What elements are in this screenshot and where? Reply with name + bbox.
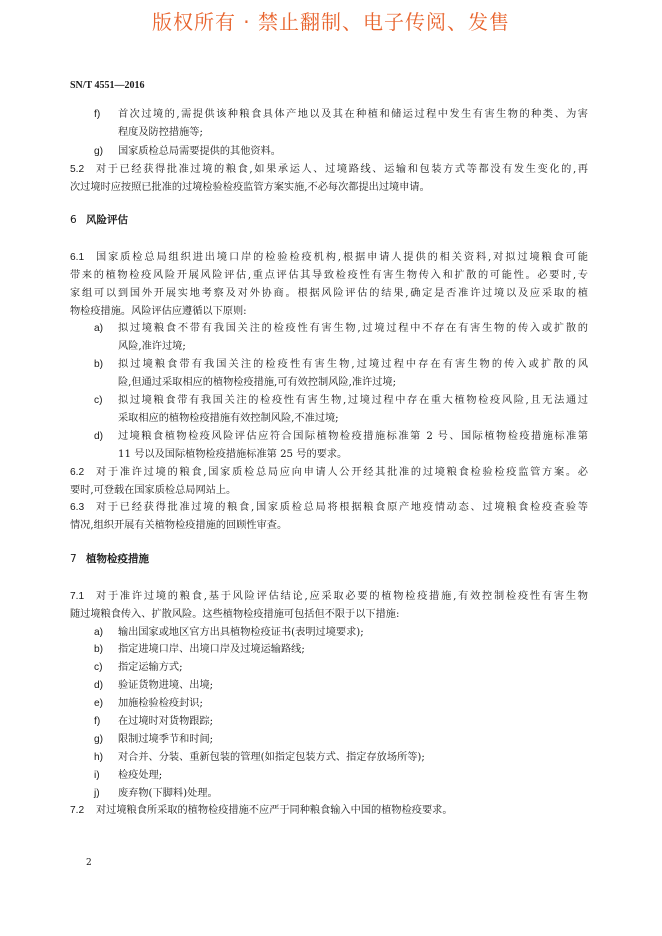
list-marker: h): [94, 752, 104, 763]
list-marker: f): [94, 716, 101, 727]
list-item-text: 拟过境粮食带有我国关注的检疫性有害生物,过境过程中存在重大植物检疫风险,且无法通过: [118, 395, 588, 406]
list-marker: g): [94, 734, 104, 745]
list-marker: d): [94, 431, 104, 442]
list-item-text: 程度及防控措施等;: [118, 127, 203, 138]
list-marker: i): [94, 770, 100, 781]
paragraph-line: 家组可以到国外开展实地考察及对外协商。根据风险评估的结果,确定是否准许过境以及应采取的植: [70, 288, 588, 299]
list-item-text: 拟过境粮食不带有我国关注的检疫性有害生物,过境过程中不存在有害生物的传入或扩散的: [118, 323, 588, 334]
paragraph-line: 随过境粮食传入、扩散风险。这些植物检疫措施可包括但不限于以下措施:: [70, 609, 400, 620]
paragraph-line: 对过境粮食所采取的植物检疫措施不应严于同种粮食输入中国的植物检疫要求。: [96, 805, 453, 816]
list-item-text: 检疫处理;: [118, 770, 163, 781]
paragraph-line: 带来的植物检疫风险开展风险评估,重点评估其导致检疫性有害生物传入和扩散的可能性。必要时,专: [70, 270, 588, 281]
section-number: 7: [70, 553, 77, 565]
paragraph-line: 情况,组织开展有关植物检疫措施的回顾性审查。: [70, 520, 288, 531]
section-title: 植物检疫措施: [86, 553, 149, 565]
list-marker: c): [94, 662, 103, 673]
list-marker: c): [94, 395, 103, 406]
list-item-text: 首次过境的,需提供该种粮食具体产地以及其在种植和储运过程中发生有害生物的种类、为害: [118, 109, 588, 120]
page-number: 2: [86, 858, 92, 868]
paragraph-line: 对于已经获得批准过境的粮食,如果承运人、过境路线、运输和包装方式等都没有发生变化的,再: [96, 164, 588, 175]
list-item-text: 限制过境季节和时间;: [118, 734, 214, 745]
standard-code: SN/T 4551—2016: [70, 80, 145, 91]
clause-number: 6.3: [70, 502, 85, 513]
list-marker: b): [94, 359, 104, 370]
section-number: 6: [70, 214, 77, 226]
list-item-text: 废弃物(下脚料)处理。: [118, 788, 218, 799]
list-marker: a): [94, 627, 104, 638]
list-item-text: 输出国家或地区官方出具植物检疫证书(表明过境要求);: [118, 627, 364, 638]
list-item-text: 采取相应的植物检疫措施有效控制风险,不准过境;: [118, 413, 339, 424]
list-item-text: 验证货物进境、出境;: [118, 680, 214, 691]
list-item-text: 指定进境口岸、出境口岸及过境运输路线;: [118, 644, 305, 655]
section-heading: [70, 552, 149, 566]
list-item-text: 指定运输方式;: [118, 662, 183, 673]
section-heading: [70, 213, 128, 227]
list-item-text: 过境粮食植物检疫风险评估应符合国际植物检疫措施标准第 2 号、国际植物检疫措施标准第: [118, 431, 588, 442]
paragraph-line: 对于准许过境的粮食,基于风险评估结论,应采取必要的植物检疫措施,有效控制检疫性有害生物: [96, 591, 588, 602]
paragraph-line: 次过境时应按照已批准的过境检验检疫监管方案实施,不必每次都提出过境申请。: [70, 182, 430, 193]
paragraph-line: 要时,可登载在国家质检总局网站上。: [70, 485, 237, 496]
list-marker: a): [94, 323, 104, 334]
clause-number: 7.2: [70, 805, 85, 816]
paragraph-line: 国家质检总局组织进出境口岸的检验检疫机构,根据申请人提供的相关资料,对拟过境粮食可能: [96, 252, 588, 263]
section-title: 风险评估: [86, 214, 128, 226]
list-item-text: 国家质检总局需要提供的其他资料。: [118, 146, 281, 157]
list-item-text: 拟过境粮食带有我国关注的检疫性有害生物,过境过程中存在有害生物的传入或扩散的风: [118, 359, 588, 370]
list-marker: e): [94, 698, 104, 709]
list-marker: b): [94, 644, 104, 655]
list-marker: d): [94, 680, 104, 691]
paragraph-line: 物检疫措施。风险评估应遵循以下原则:: [70, 306, 247, 317]
list-item-text: 险,但通过采取相应的植物检疫措施,可有效控制风险,准许过境;: [118, 377, 397, 388]
list-item-text: 对合并、分装、重新包装的管理(如指定包装方式、指定存放场所等);: [118, 752, 425, 763]
list-item-text: 在过境时对货物跟踪;: [118, 716, 214, 727]
clause-number: 6.2: [70, 467, 85, 478]
list-marker: f): [94, 109, 101, 120]
list-item-text: 加施检验检疫封识;: [118, 698, 203, 709]
list-marker: j): [94, 788, 100, 799]
clause-number: 6.1: [70, 252, 85, 263]
paragraph-line: 对于准许过境的粮食,国家质检总局应向申请人公开经其批准的过境粮食检验检疫监管方案。必: [96, 467, 588, 478]
list-item-text: 11 号以及国际植物检疫措施标准第 25 号的要求。: [118, 449, 348, 460]
list-item-text: 风险,准许过境;: [118, 341, 186, 352]
clause-number: 5.2: [70, 164, 85, 175]
clause-number: 7.1: [70, 591, 85, 602]
copyright-watermark: 版权所有 · 禁止翻制、电子传阅、发售: [151, 10, 511, 34]
list-marker: g): [94, 146, 104, 157]
paragraph-line: 对于已经获得批准过境的粮食,国家质检总局将根据粮食原产地疫情动态、过境粮食检疫查验等: [96, 502, 588, 513]
